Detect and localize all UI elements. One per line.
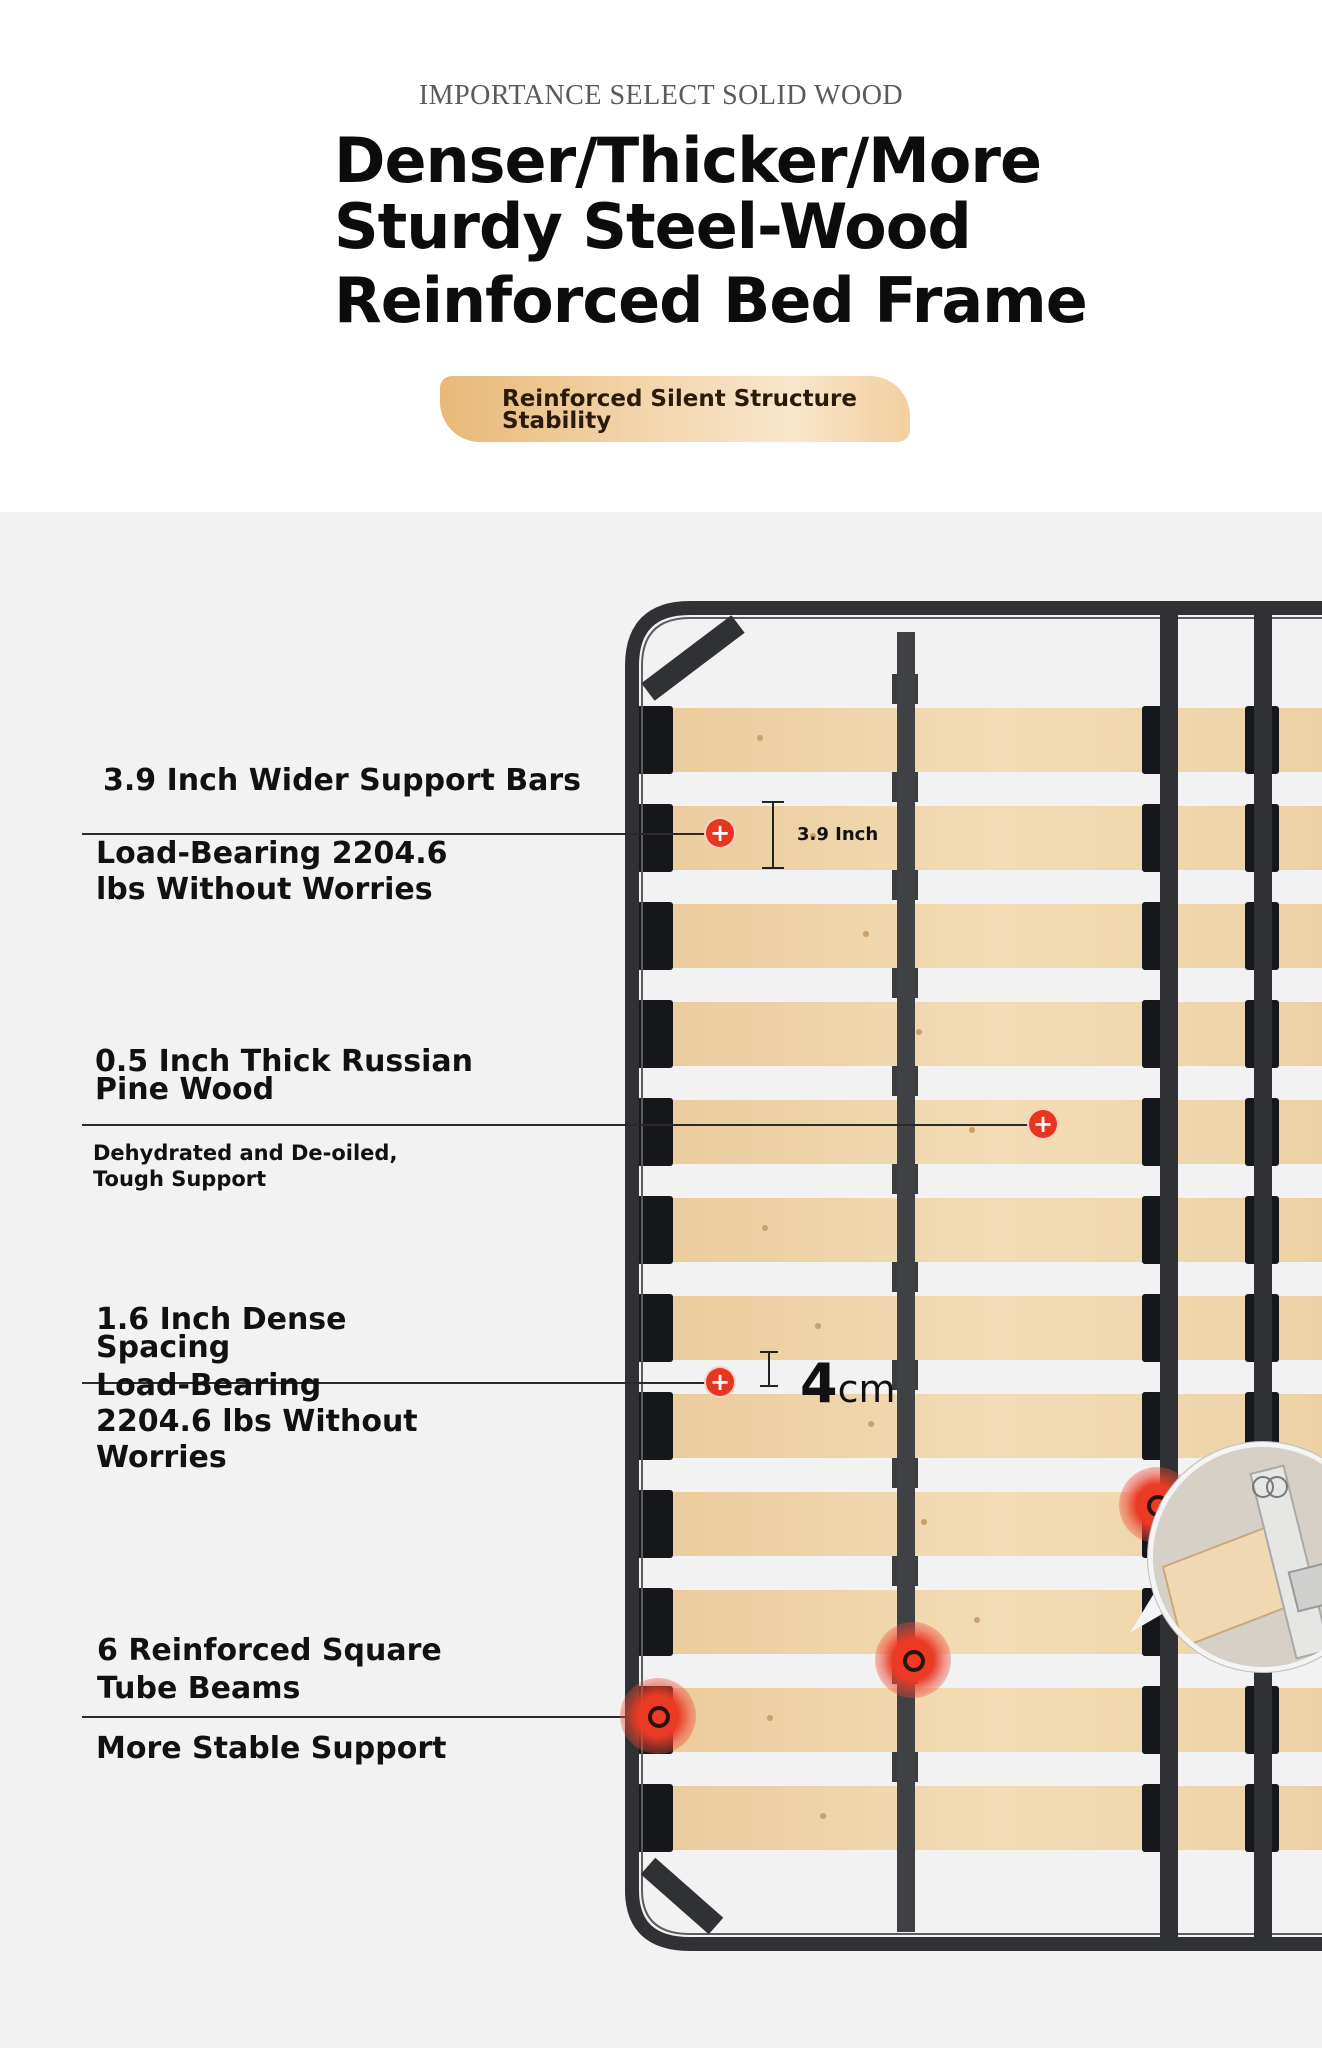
wood-knot (868, 1421, 874, 1427)
plus-marker-spacing: + (706, 1368, 734, 1396)
center-beam (897, 632, 915, 1932)
callout-2-leader (82, 1124, 1044, 1126)
wood-knot (969, 1127, 975, 1133)
wood-slat (650, 806, 1322, 870)
wood-slat (650, 1002, 1322, 1066)
wood-slat (650, 1296, 1322, 1360)
wood-slat (650, 1100, 1322, 1164)
kicker-text: IMPORTANCE SELECT SOLID WOOD (418, 80, 904, 111)
gap-unit: cm (837, 1367, 896, 1411)
wood-slat (650, 708, 1322, 772)
pill-text: Reinforced Silent Structure Stability (502, 386, 857, 434)
wood-knot (974, 1617, 980, 1623)
bed-frame-illustration (0, 512, 1322, 2048)
slat-width-label: 3.9 Inch (797, 824, 879, 845)
wood-knot (921, 1519, 927, 1525)
wood-slats (637, 674, 1322, 1852)
side-rail (1160, 608, 1178, 1944)
callout-2-detail: Dehydrated and De-oiled, Tough Support (93, 1141, 398, 1191)
title-line-3: Reinforced Bed Frame (334, 264, 1087, 337)
title-line-1: Denser/Thicker/More (334, 124, 1042, 197)
gap-bracket-icon (754, 1350, 784, 1390)
callout-1-leader (82, 833, 722, 835)
callout-2-heading: 0.5 Inch Thick Russian Pine Wood (95, 1044, 474, 1107)
corner-brace (648, 624, 738, 692)
wood-knot (863, 931, 869, 937)
feature-pill-badge (440, 376, 910, 442)
callout-4-heading: 6 Reinforced Square Tube Beams (97, 1633, 442, 1706)
beam-marker-4 (620, 1678, 696, 1754)
wood-knot (762, 1225, 768, 1231)
callout-1-heading: 3.9 Inch Wider Support Bars (103, 763, 581, 798)
wood-knot (815, 1323, 821, 1329)
side-rail (1254, 608, 1272, 1944)
page-title (334, 124, 1094, 337)
callout-4-leader (82, 1716, 662, 1718)
bed-frame-section (0, 512, 1322, 2048)
wood-knot (916, 1029, 922, 1035)
slat-width-bracket-icon (758, 800, 788, 872)
wood-slat (650, 904, 1322, 968)
gap-measure-label (800, 1352, 896, 1415)
beam-marker-3 (875, 1622, 951, 1698)
wood-slat (650, 1394, 1322, 1458)
wood-knot (757, 735, 763, 741)
callout-4-detail: More Stable Support (96, 1731, 447, 1766)
wood-knot (820, 1813, 826, 1819)
wood-slat (650, 1688, 1322, 1752)
callout-3-detail: Load-Bearing 2204.6 lbs Without Worries (96, 1368, 418, 1475)
gap-number: 4 (800, 1352, 838, 1415)
caliper-icon (1153, 1447, 1322, 1667)
callout-3-heading: 1.6 Inch Dense Spacing (96, 1302, 347, 1365)
corner-brace (648, 1866, 716, 1926)
wood-slat (650, 1786, 1322, 1850)
wood-knot (767, 1715, 773, 1721)
plus-marker-pine-wood: + (1029, 1110, 1057, 1138)
callout-1-detail: Load-Bearing 2204.6 lbs Without Worries (96, 836, 448, 907)
header-section (0, 0, 1322, 512)
plus-marker-slat-width: + (706, 819, 734, 847)
wood-slat (650, 1198, 1322, 1262)
title-line-2: Sturdy Steel-Wood (334, 190, 971, 263)
